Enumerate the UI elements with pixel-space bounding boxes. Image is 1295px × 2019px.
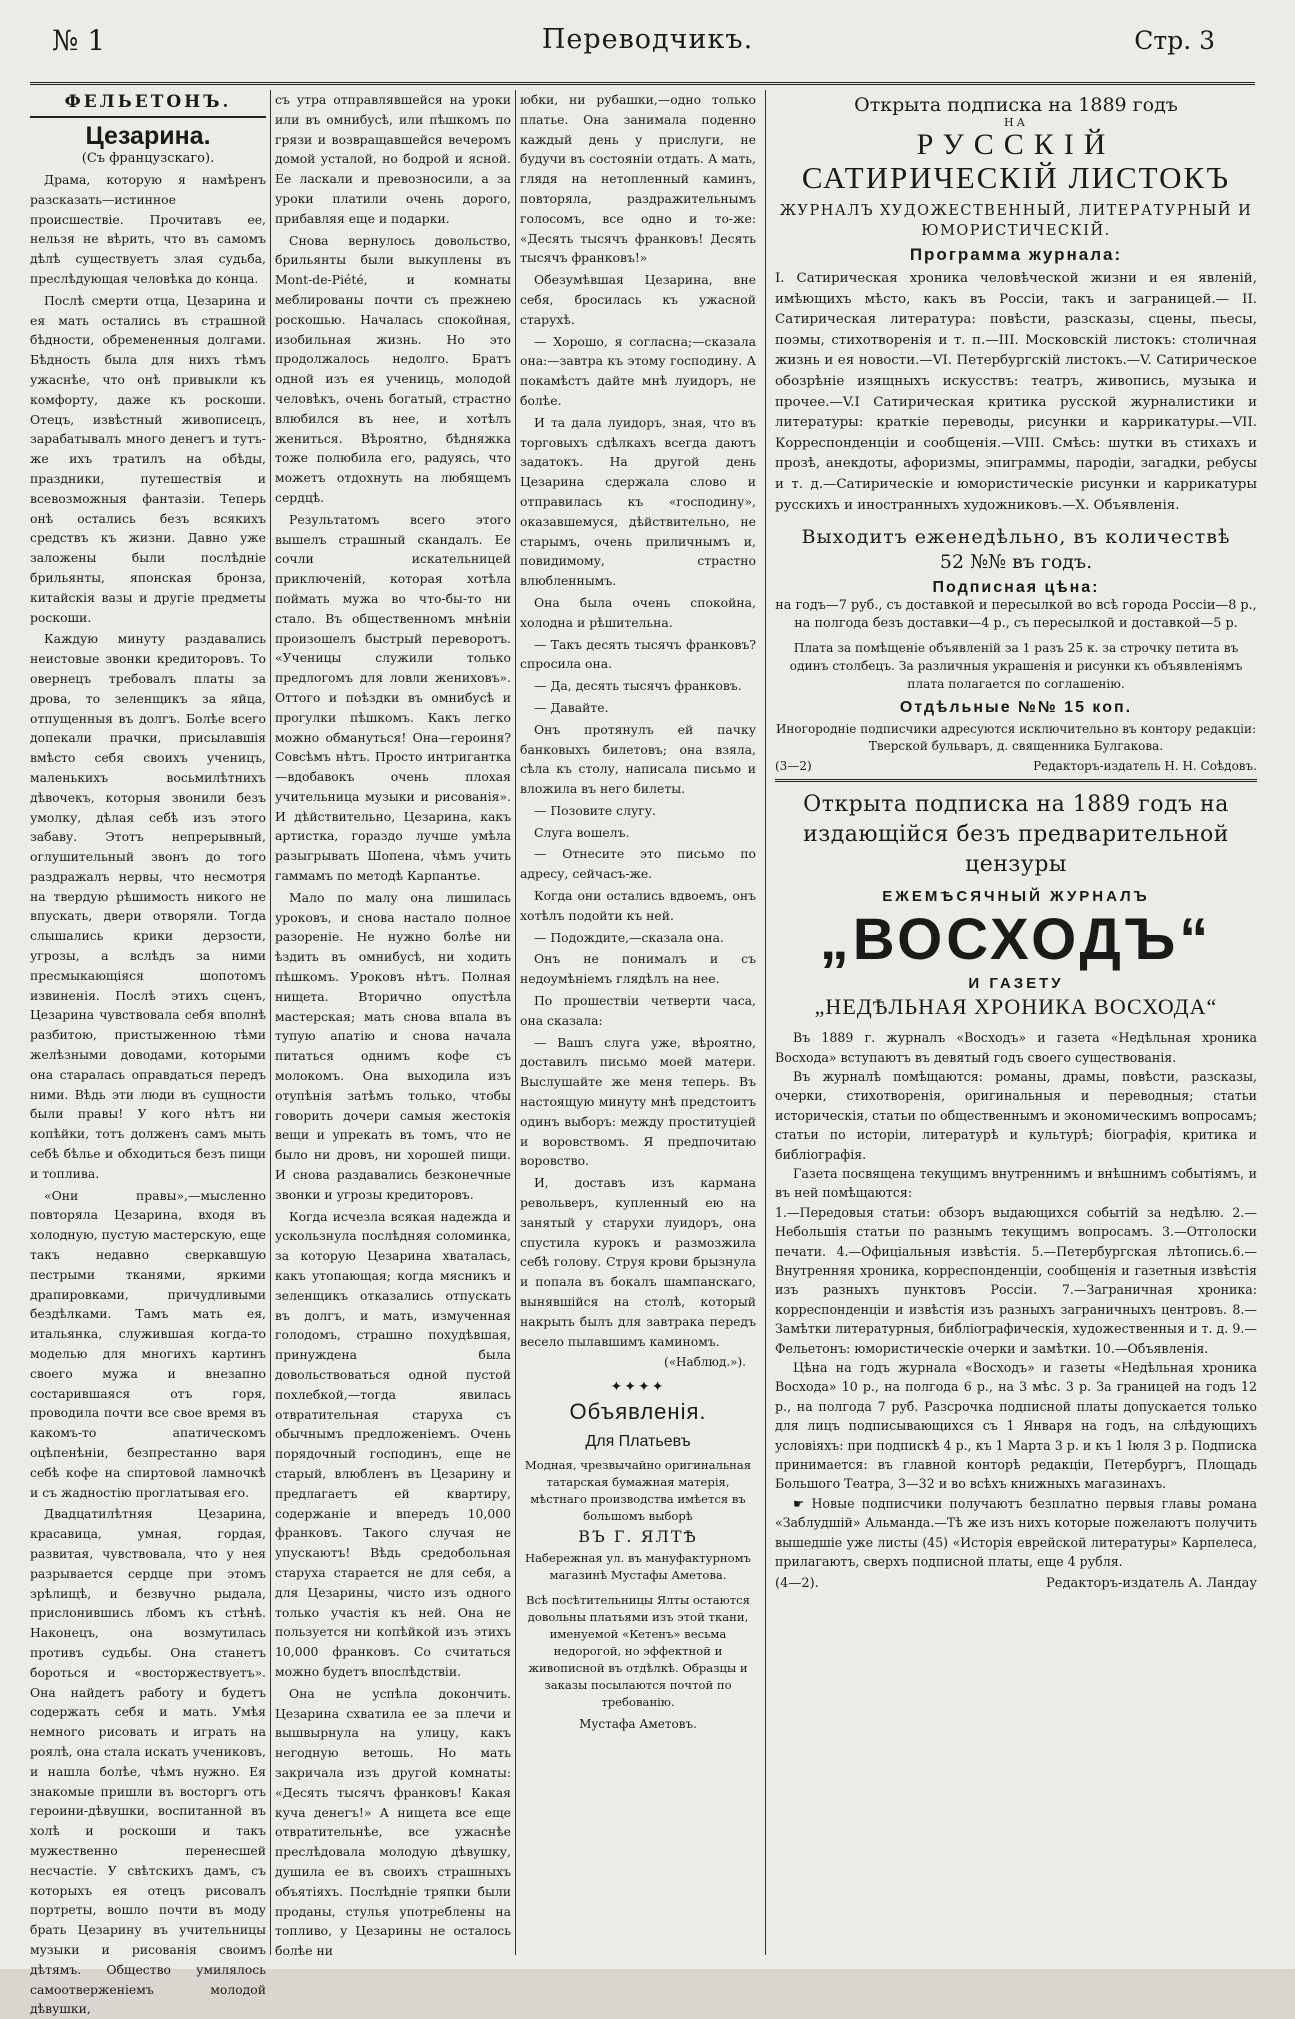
paragraph: — Подождите,—сказала она.	[534, 929, 724, 945]
paragraph: 1.—Передовыя статьи: обзоръ выдающихся событій за недѣлю. 2.—Небольшія статьи по разнымъ текущимъ вопросамъ. 3.—Отголоски печати. 4.—Офиціальныя извѣстія. 5.—Петербургская лѣтопись.6.—Внутренняя хроника, корреспонденціи, сообщенія и газетныя извѣстія изъ разныхъ пунктовъ Россіи. 7.—Заграничная хроника: корреспонденціи и извѣстія изъ разныхъ заграничныхъ центровъ. 8.—Замѣтки литературныя, библіографическія, художественныя и т. д. 9.—Фельетонъ: юмористическіе очерки и замѣтки. 10.—Объявленія.	[775, 1204, 1257, 1356]
journal-name: „ВОСХОДЪ“	[819, 907, 1213, 973]
paragraph: — Давайте.	[534, 699, 609, 715]
ornament-divider: ✦✦✦✦	[610, 1379, 666, 1396]
ad-text: Модная, чрезвычайно оригинальная татарская бумажная матерія, мѣстнаго производства имѣется въ большомъ выборѣ	[524, 1458, 752, 1524]
ad-signature: Мустафа Аметовъ.	[579, 1717, 697, 1732]
paragraph: Въ журналѣ помѣщаются: романы, драмы, повѣсти, разсказы, очерки, стихотворенія, оригинальныя и переводныя; статьи историческія, статьи по общественнымъ и экономическимъ вопросамъ; статьи по исторіи, литературѣ и культурѣ; біографія, критика и библіографія.	[775, 1068, 1257, 1162]
ad-text: Всѣ посѣтительницы Ялты остаются довольны платьями изъ этой ткани, именуемой «Кетенъ» весьма недорогой, но эффектной и живописной въ отдѣлкѣ. Образцы и заказы посылаются почтой по требованію.	[526, 1593, 750, 1710]
single-issue-price: Отдѣльные №№ 15 коп.	[899, 699, 1133, 717]
dress-advertisement	[520, 1433, 756, 1731]
paragraph: Результатомъ всего этого вышелъ страшный скандалъ. Ее сочли искательницей приключеній, которая хотѣла поймать мужа во что-бы-то ни стало. Въ общественномъ мнѣніи произошелъ быстрый переворотъ. «Ученицы служили только предлогомъ для ловли жениховъ». Оттого и поѣздки въ омнибусѣ и прогулки пѣшкомъ. Какъ легко можно обмануться! Она—героиня? Совсѣмъ нѣтъ. Просто интригантка —вдобавокъ очень плохая учительница музыки и рисованія». И дѣйствительно, Цезарина, какъ артистка, гораздо лучше умѣла разыгрывать Шопена, чѣмъ учить гаммамъ по методѣ Карпантье.	[275, 511, 511, 884]
paragraph: Каждую минуту раздавались неистовые звонки кредиторовъ. То овернецъ требовалъ платы за дрова, то зеленщикъ за яйца, отпущенныя въ долгъ. Болѣе всего допекали прачки, присылавшія вмѣсто себя своихъ ученицъ, маленькихъ восьмилѣтнихъ дѣвочекъ, которыя звонили безъ умолку, дѣлая себѣ изъ этого забаву. Этотъ непрерывный, оглушительный звонъ до того раздражалъ нервы, что несмотря на твердую рѣшимость никого не впускать, двери отворяли. Тогда слышались крики дерзости, угрозы, а вслѣдъ за ними пресмыкающіяся шопотомъ извиненія. Послѣ этихъ сценъ, Цезарина чувствовала себя вполнѣ разбитою, пристыженною тѣми желѣзными доводами, которыми она старалась оправдаться передъ ними. Вѣдь эти люди въ сущности были правы! У кого нѣтъ ни копѣйки, тотъ долженъ самъ мыть себѣ бѣлье и обходиться безъ пищи и топлива.	[30, 631, 266, 1181]
header-rule	[30, 82, 1255, 85]
ad-heading: Открыта подписка на 1889 годъ на издающійся безъ предварительной цензуры	[803, 792, 1229, 878]
paragraph: Обезумѣвшая Цезарина, вне себя, бросилась къ ужасной старухѣ.	[520, 272, 756, 327]
paragraph: Драма, которую я намѣренъ разсказать—истинное происшествіе. Прочитавъ ее, нельзя не вѣрить, что въ самомъ дѣлѣ существуетъ злая судьба, преслѣдующая человѣка до конца.	[30, 172, 266, 286]
ads-heading: Объявленія.	[569, 1399, 707, 1425]
voskhod-ad	[775, 790, 1257, 1590]
paragraph: — Вашъ слуга уже, вѣроятно, доставилъ письмо моей матери. Выслушайте же меня теперь. Въ настоящую минуту мнѣ предстоитъ одинъ выборъ: между проституціей и воровствомъ. Я предпочитаю воровство.	[520, 1034, 756, 1169]
paragraph: Въ 1889 г. журналъ «Восходъ» и газета «Недѣльная хроника Восхода» вступаютъ въ девятый годъ своего существованія.	[775, 1030, 1257, 1065]
ad-footer	[775, 1576, 1257, 1591]
paragraph: «Они правы»,—мысленно повторяла Цезарина, входя въ холодную, пустую мастерскую, еще такъ недавно сверкавшую пестрыми тканями, яркими драпировками, причудливыми бездѣлками. Тамъ мать ея, итальянка, служившая когда-то моделью для многихъ картинъ своего мужа и внезапно состарившаяся отъ горя, проводила почти все свое время въ какомъ-то апатическомъ оцѣпенѣніи, безпрестанно варя себѣ кофе на спиртовой ламночкѣ и съ жадностію проглатывая его.	[30, 1187, 266, 1500]
ad-place: ВЪ Г. ЯЛТѢ	[578, 1527, 698, 1547]
paragraph: съ утра отправлявшейся на уроки или въ омнибусѣ, или пѣшкомъ по грязи и возвращавшейся вечеромъ домой усталой, но бодрой и ясной. Ее ласкали и превозносили, а за уроки платили очень дорого, прибавляя еще и подарки.	[275, 92, 511, 226]
program-heading: Программа журнала:	[909, 245, 1123, 264]
ad-text: Набережная ул. въ мануфактурномъ магазинѣ Мустафы Аметова.	[524, 1551, 752, 1583]
newspaper-name: „НЕДѢЛЬНАЯ ХРОНИКА ВОСХОДА“	[814, 994, 1218, 1020]
frequency-line: Выходитъ еженедѣльно, въ количествѣ	[801, 526, 1231, 549]
price-heading: Подписная цѣна:	[932, 579, 1100, 597]
paragraph: И та дала луидоръ, зная, что въ торговыхъ сдѣлкахъ всегда даютъ задатокъ. На другой день Цезарина сдержала слово и отправилась къ «господину», оказавшемуся, дѣйствительно, не старымъ, очень приличнымъ и, повидимому, страстно влюбленнымъ.	[520, 414, 756, 589]
newspaper-title: Переводчикъ.	[541, 24, 754, 55]
satirical-journal-ad	[775, 94, 1257, 782]
paragraph: По прошествіи четверти часа, она сказала:	[520, 993, 756, 1028]
paragraph: — Да, десять тысячъ франковъ.	[534, 678, 742, 694]
ad-footer	[775, 759, 1257, 773]
paragraph: — Позовите слугу.	[534, 802, 656, 818]
paragraph: Она не успѣла докончить. Цезарина схватила ее за плечи и вышвырнула на улицу, какъ негодную ветошь. Но мать закричала изъ другой комнаты: «Десять тысячъ франковъ! Какая куча денегъ!» А нищета все еще отвратительнѣе, все ужаснѣе преслѣдовала молодую дѣвушку, душила ее въ своихъ страшныхъ объятіяхъ. Послѣдніе тряпки были проданы, стулья употреблены на топливо, у Цезарины не осталось болѣе ни	[275, 1685, 511, 1959]
journal-name-line1: РУССКІЙ	[916, 128, 1116, 161]
and-newspaper-label: И ГАЗЕТУ	[968, 975, 1064, 993]
paragraph: — Отнесите это письмо по адресу, сейчасъ-же.	[520, 846, 756, 882]
program-text: I. Сатирическая хроника человѣческой жизни и ея явленій, имѣющихъ мѣсто, какъ въ Россіи, такъ и заграницей.— II. Сатирическая литература: повѣсти, разсказы, сцены, пьесы, поэмы, стихотворенія и т. п.—III. Московскій листокъ: столичная жизнь и ея новости.—VI. Петербургскій листокъ.—V. Сатирическое обозрѣніе изящныхъ искусствъ: театръ, живопись, музыка и прочее.—V.I Сатирическая критика русской журналистики и литературы: краткіе переводы, рисунки и каррикатуры.—VII. Корреспонденціи и сообщенія.—VIII. Смѣсь: шутки въ стихахъ и прозѣ, анекдоты, афоризмы, эпиграммы, пародіи, загадки, ребусы и т. д.—Сатирическіе и юмористическіе рисунки и каррикатуры русскихъ и иностранныхъ художниковъ.—X. Объявленія.	[775, 271, 1257, 513]
issue-number: № 1	[52, 24, 106, 57]
paragraph: Онъ протянулъ ей пачку банковыхъ билетовъ; она взяла, сѣла къ столу, написала письмо и вложила въ него билеты.	[520, 721, 756, 797]
paragraph: Двадцатилѣтняя Цезарина, красавица, умная, гордая, развитая, чувствовала, что у нея разрывается сердце при этомъ зрѣлищѣ, и безвучно рыдала, прислонившись лбомъ къ стѣнѣ. Наконецъ, она возмутилась противъ судьбы. Она станетъ бороться и «восторжествуетъ». Она найдетъ работу и будетъ содержать себя и мать. Умѣя немного рисовать и играть на роялѣ, она стала искать учениковъ, и нашла болѣе, чѣмъ нужно. Ея знакомые пришли въ восторгъ отъ героини-дѣвушки, воспитанной въ холѣ и роскоши и такъ мужественно перенесшей несчастіе. У свѣтскихъ дамъ, съ которыхъ ея отецъ рисовалъ портреты, вошло почти въ моду брать Цезарину въ учительницы музыки и рисованія своимъ дѣтямъ. Общество умилялось самоотверженіемъ молодой дѣвушки,	[30, 1506, 266, 2017]
paragraph: — Хорошо, я согласна;—сказала она:—завтра къ этому господину. А покамѣстъ дайте мнѣ луидоръ, не болѣе.	[520, 333, 756, 408]
story-title: Цезарина.	[85, 122, 211, 150]
paragraph: Послѣ смерти отца, Цезарина и ея мать остались въ страшной бѣдности, обремененныя долгами. Бѣдность была для нихъ тѣмъ ужаснѣе, что онѣ привыкли къ комфорту, даже къ роскоши. Отецъ, извѣстный живописецъ, зарабатывалъ много денегъ и тутъ-же ихъ тратилъ на обѣды, праздники, путешествія и всевозможныя фантазіи. Теперь онѣ остались безъ всякихъ средствъ къ жизни. Давно уже заложены были послѣдніе брильянты, японская бронза, китайскія вазы и другіе предметы роскоши.	[30, 292, 266, 625]
ad-rates-note: Плата за помѣщеніе объявленій за 1 разъ 25 к. за строчку петита въ одинъ столбецъ. За различныя украшенія и рисунки къ объявленіямъ плата полагается по соглашенію.	[789, 641, 1243, 692]
feuilleton-column-3	[520, 90, 756, 1950]
feuilleton-column-2	[275, 90, 511, 1959]
journal-name-line2: САТИРИЧЕСКІЙ ЛИСТОКЪ	[801, 160, 1231, 195]
ad-title: Для Платьевъ	[585, 1433, 691, 1451]
column-divider	[515, 90, 516, 1955]
page-number: Стр. 3	[1134, 26, 1215, 55]
paragraph: юбки, ни рубашки,—одно только платье. Она занимала поденно каждый день у прислуги, не будучи въ состояніи отдать. А мать, глядя на нетопленный каминъ, повторяла, раздражительнымъ голосомъ, все одно и то-же: «Десять тысячъ франковъ! Десять тысячъ франковъ!»	[520, 92, 756, 266]
price-text: на годъ—7 руб., съ доставкой и пересылкой во всѣ города Россіи—8 р., на полгода безъ доставки—4 р., съ пересылкой и доставкой—5 р.	[775, 598, 1257, 632]
issues-per-year: 52 №№ въ годъ.	[939, 551, 1093, 574]
advertisement-column	[775, 90, 1257, 1950]
paragraph: Когда исчезла всякая надежда и ускользнула послѣдняя соломинка, за которую Цезарина хваталась, какъ утопающая; когда мясникъ и зеленщикъ отказались отпускать въ долгъ, и мать, измученная голодомъ, страшно похудѣвшая, принуждена была довольствоваться одной пустой похлебкой,—тогда явилась отвратительная старуха съ обычнымъ предложеніемъ. Очень порядочный господинъ, еще не старый, влюбленъ въ Цезарину и предлагаетъ ей квартиру, содержаніе и впередъ 10,000 франковъ. Такого случая не упускаютъ! Вѣдь средобольная старуха старается не для себя, а для Цезарины, чисто изъ одного только участія къ ней. Она не пользуется ни копѣйкой изъ этихъ 10,000 франковъ. Со считаться можно будетъ впослѣдствіи.	[275, 1208, 511, 1679]
paragraph: — Такъ десять тысячъ франковъ? спросила она.	[520, 636, 756, 672]
feuilleton-column-1	[30, 90, 266, 2017]
paragraph: Цѣна на годъ журнала «Восходъ» и газеты «Недѣльная хроника Восхода» 10 р., на полгода 6 р., на 3 мѣс. 3 р. За границей на годъ 12 р., на полгода 7 руб. Разсрочка подписной платы допускается только для лицъ подписывающихся съ 1 Января на годъ, на слѣдующихъ условіяхъ: при подпискѣ 4 р., къ 1 Марта 3 р. и къ 1 Іюля 3 р. Подписка принимается: въ главной конторѣ редакціи, Петербургъ, Площадь Большого Театра, 3—32 и во всѣхъ книжныхъ магазинахъ.	[775, 1360, 1257, 1492]
paragraph: ☛ Новые подписчики получаютъ безплатно первыя главы романа «Заблудшій» Альманда.—Тѣ же изъ нихъ которые пожелаютъ получить вышедшіе уже листы (45) «Исторія еврейской литературы» Карпелеса, прилагаютъ, сверхъ подписной платы, еще 4 рубля.	[775, 1495, 1257, 1570]
paragraph: Слуга вошелъ.	[534, 824, 630, 840]
section-title: ФЕЛЬЕТОНЪ.	[30, 90, 266, 118]
story-subtitle: (Съ французскаго).	[81, 151, 215, 166]
column-divider	[270, 90, 271, 1955]
editor-line: Редакторъ-издатель Н. Н. Соѣдовъ.	[1033, 759, 1257, 774]
journal-subtitle: ЖУРНАЛЪ ХУДОЖЕСТВЕННЫЙ, ЛИТЕРАТУРНЫЙ И ЮМОРИСТИЧЕСКІЙ.	[779, 203, 1253, 239]
paragraph: Газета посвящена текущимъ внутреннимъ и внѣшнимъ событіямъ, и въ ней помѣщаются:	[775, 1165, 1257, 1201]
page-header	[0, 0, 1295, 92]
paragraph: Когда они остались вдвоемъ, онъ хотѣлъ подойти къ ней.	[520, 888, 756, 923]
column-divider	[765, 90, 766, 1955]
paragraph: Она была очень спокойна, холодна и рѣшительна.	[520, 594, 756, 630]
out-of-town-note: Иногородніе подписчики адресуются исключительно въ контору редакціи: Тверской бульваръ, д. священника Булгакова.	[775, 722, 1257, 754]
ad-na: НА	[1004, 116, 1028, 129]
editor-line: Редакторъ-издатель А. Ландау	[1046, 1575, 1257, 1591]
ad-number: (3—2)	[775, 759, 812, 774]
paragraph: И, доставъ изъ кармана револьверъ, купленный ею на занятый у старухи луидоръ, она спустила курокъ и размозжила себѣ голову. Струя крови брызнула и попала въ бокалъ шампанскаго, вынявшійся на столѣ, который накрыть былъ для завтрака передъ весело пылавшимъ каминомъ.	[520, 1175, 756, 1349]
monthly-journal-label: ЕЖЕМѢСЯЧНЫЙ ЖУРНАЛЪ	[882, 888, 1150, 906]
source-note: («Наблюд.»).	[664, 1355, 746, 1370]
ad-number: (4—2).	[775, 1575, 819, 1591]
paragraph: Мало по малу она лишилась уроковъ, и снова настало полное разореніе. Не нужно болѣе ни ѣздить въ омнибусѣ, ни ходить пѣшкомъ. Уроковъ нѣтъ. Полная нищета. Вторично опустѣла мастерская; мать снова впала въ тупую апатію и снова начала питаться однимъ кофе съ молокомъ. Она выходила изъ отупѣнія затѣмъ только, чтобы говорить дочери самыя жестокія вещи и упрекать въ томъ, что не было ни дровъ, ни хорошей пищи. И снова раздавались безконечные звонки и угрозы кредиторовъ.	[275, 889, 511, 1202]
paragraph: Онъ не понималъ и съ недоумѣніемъ глядѣлъ на нее.	[520, 951, 756, 987]
ad-heading: Открыта подписка на 1889 годъ	[854, 94, 1178, 116]
paragraph: Снова вернулось довольство, брильянты были выкуплены въ Mont-de-Piété, и комнаты меблированы почти съ прежнею роскошью. Началась спокойная, изобильная жизнь. Но это продолжалось недолго. Братъ одной изъ ея учениць, молодой человѣкъ, очень богатый, страстно влюбился въ нее, и хотѣлъ жениться. Вѣроятно, бѣдняжка тоже полюбила его, радуясь, что можетъ отдохнуть на любящемъ сердцѣ.	[275, 232, 511, 505]
